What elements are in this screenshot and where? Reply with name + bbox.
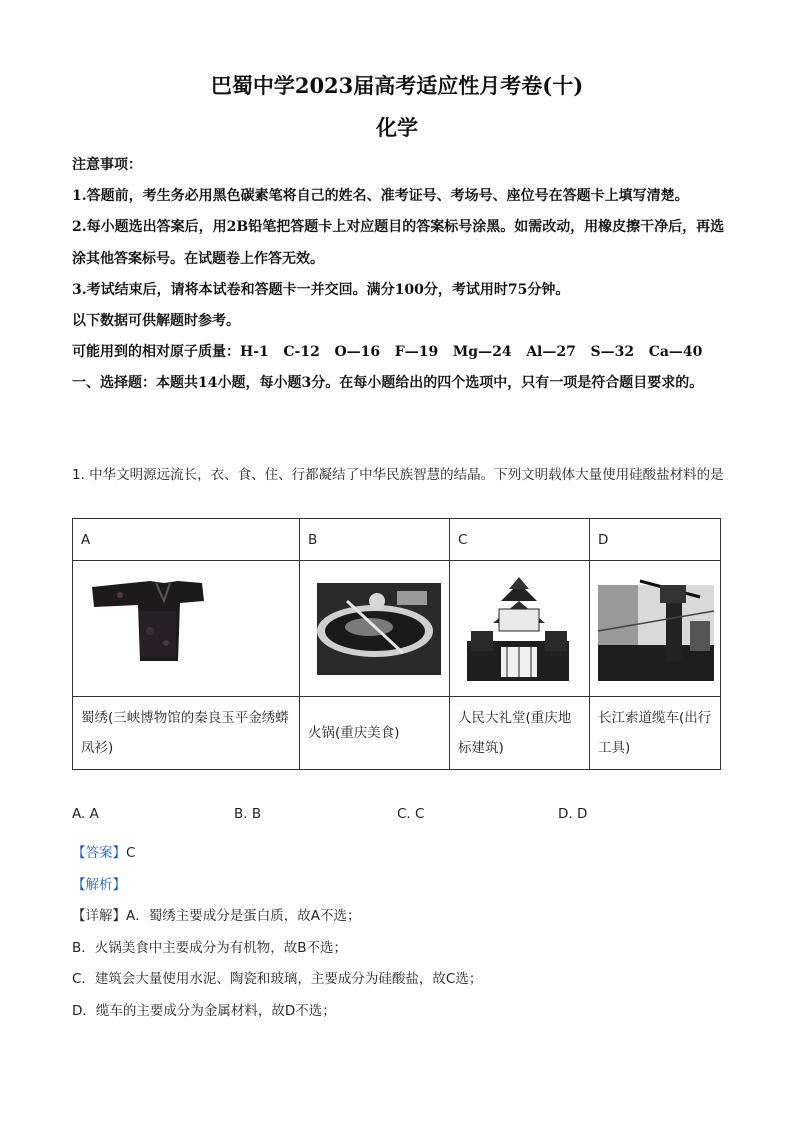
answer-label: 【答案】 (72, 845, 126, 861)
option-c-caption: 人民大礼堂(重庆地标建筑) (450, 697, 590, 770)
cable-car-image (590, 561, 720, 696)
answer-line (72, 838, 732, 870)
exam-title: 巴蜀中学2023届高考适应性月考卷(十) (210, 73, 584, 98)
choice-b: B. B (234, 806, 262, 822)
option-d-caption: 长江索道缆车(出行工具) (590, 697, 721, 770)
options-image-row (73, 561, 721, 697)
detail-label: 【详解】 (72, 908, 126, 924)
instructions (72, 150, 732, 400)
choice-c: C. C (397, 806, 425, 822)
option-d-header: D (590, 519, 721, 561)
detail-line-a (72, 901, 732, 933)
detail-line-c: C．建筑会大量使用水泥、陶瓷和玻璃，主要成分为硅酸盐，故C选； (72, 971, 483, 987)
option-a-header: A (73, 519, 300, 561)
answer-section (72, 838, 732, 1027)
atomic-masses: 可能用到的相对原子质量：H-1 C-12 O—16 F—19 Mg—24 Al—27 S—32 Ca—40 (72, 344, 703, 361)
analysis-label: 【解析】 (72, 876, 126, 893)
detail-text-a: A．蜀绣主要成分是蛋白质，故A不选； (126, 908, 361, 924)
answer-value: C (126, 845, 136, 861)
analysis-line (72, 870, 732, 902)
embroidered-robe-image (80, 561, 292, 696)
choice-d: D. D (558, 806, 588, 822)
option-d-image-cell (590, 561, 721, 697)
note-item-1: 1.答题前，考生务必用黑色碳素笔将自己的姓名、准考证号、考场号、座位号在答题卡上填写清楚。 (72, 188, 689, 205)
choice-a: A. A (72, 806, 99, 822)
option-a-image-cell (73, 561, 300, 697)
hotpot-image (307, 561, 442, 696)
option-b-header: B (300, 519, 450, 561)
detail-line-b: B．火锅美食中主要成分为有机物，故B不选； (72, 939, 348, 956)
subject-title: 化学 (376, 115, 418, 140)
note-item-3: 3.考试结束后，请将本试卷和答题卡一并交回。满分100分，考试用时75分钟。 (72, 281, 570, 298)
question-1-stem: 1. 中华文明源远流长，衣、食、住、行都凝结了中华民族智慧的结晶。下列文明载体大量使用硅酸盐材料的是 (72, 467, 724, 483)
options-caption-row (73, 697, 721, 770)
option-c-image-cell (450, 561, 590, 697)
great-hall-image (457, 561, 582, 696)
data-reference-line: 以下数据可供解题时参考。 (72, 313, 240, 330)
option-b-image-cell (300, 561, 450, 697)
option-c-header: C (450, 519, 590, 561)
section-heading: 一、选择题：本题共14小题，每小题3分。在每小题给出的四个选项中，只有一项是符合题目要求的。 (72, 375, 704, 392)
options-table (72, 518, 721, 770)
detail-line-d: D．缆车的主要成分为金属材料，故D不选； (72, 1002, 336, 1019)
options-header-row (73, 519, 721, 561)
notes-heading: 注意事项： (72, 157, 142, 173)
option-a-caption: 蜀绣(三峡博物馆的秦良玉平金绣蟒凤衫) (73, 697, 300, 770)
note-item-2: 2.每小题选出答案后，用2B铅笔把答题卡上对应题目的答案标号涂黑。如需改动，用橡皮擦干净后，再选涂其他答案标号。在试题卷上作答无效。 (72, 219, 725, 267)
option-b-caption: 火锅(重庆美食) (300, 697, 450, 770)
